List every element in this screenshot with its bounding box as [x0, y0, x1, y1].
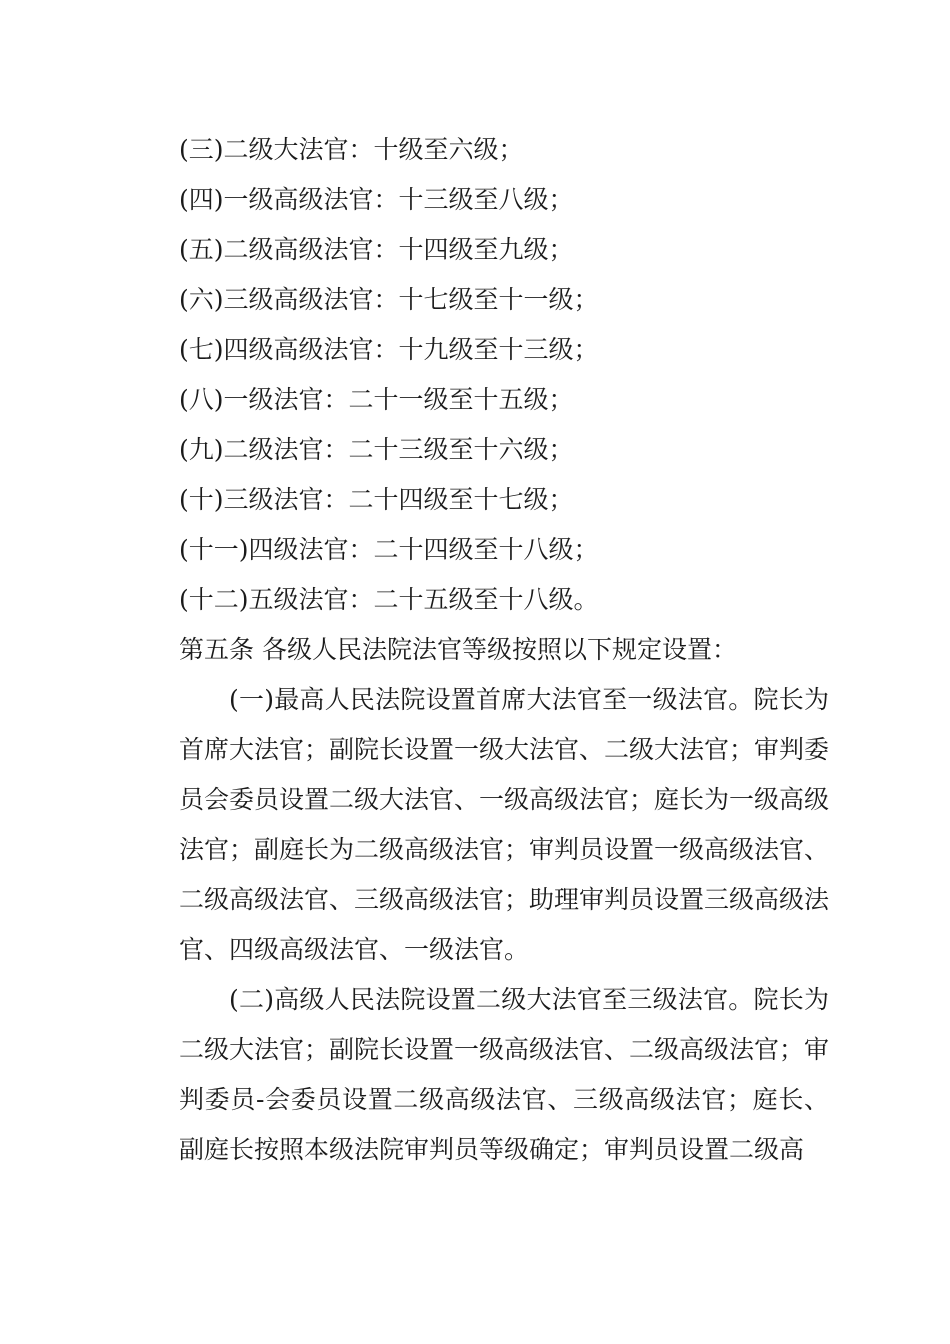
grade-line-7: (七)四级高级法官：十九级至十三级；	[179, 335, 599, 364]
paragraph-supreme-court: (一)最高人民法院设置首席大法官至一级法官。院长为首席大法官；副院长设置一级大法官、二级大法官；审判委员会委员设置二级大法官、一级高级法官；庭长为一级高级法官；副庭长为二级高级法官；审判员设置一级高级法官、二级高级法官、三级高级法官；助理审判员设置三级高级法官、四级高级法官、一级法官。	[179, 685, 830, 964]
grade-line-6: (六)三级高级法官：十七级至十一级；	[179, 285, 599, 314]
paragraph-high-court: (二)高级人民法院设置二级大法官至三级法官。院长为二级大法官；副院长设置一级高级法官、二级高级法官；审判委员-会委员设置二级高级法官、三级高级法官；庭长、副庭长按照本级法院审判员等级确定；审判员设置二级高	[179, 985, 830, 1164]
document-body	[179, 125, 829, 1175]
grade-line-12: (十二)五级法官：二十五级至十八级。	[179, 585, 599, 614]
grade-line-11: (十一)四级法官：二十四级至十八级；	[179, 535, 599, 564]
grade-line-4: (四)一级高级法官：十三级至八级；	[179, 185, 574, 214]
article-five-heading: 第五条 各级人民法院法官等级按照以下规定设置：	[179, 635, 737, 664]
grade-line-8: (八)一级法官：二十一级至十五级；	[179, 385, 574, 414]
grade-line-9: (九)二级法官：二十三级至十六级；	[179, 435, 574, 464]
grade-line-3: (三)二级大法官：十级至六级；	[179, 135, 524, 164]
grade-line-5: (五)二级高级法官：十四级至九级；	[179, 235, 574, 264]
grade-line-10: (十)三级法官：二十四级至十七级；	[179, 485, 574, 514]
